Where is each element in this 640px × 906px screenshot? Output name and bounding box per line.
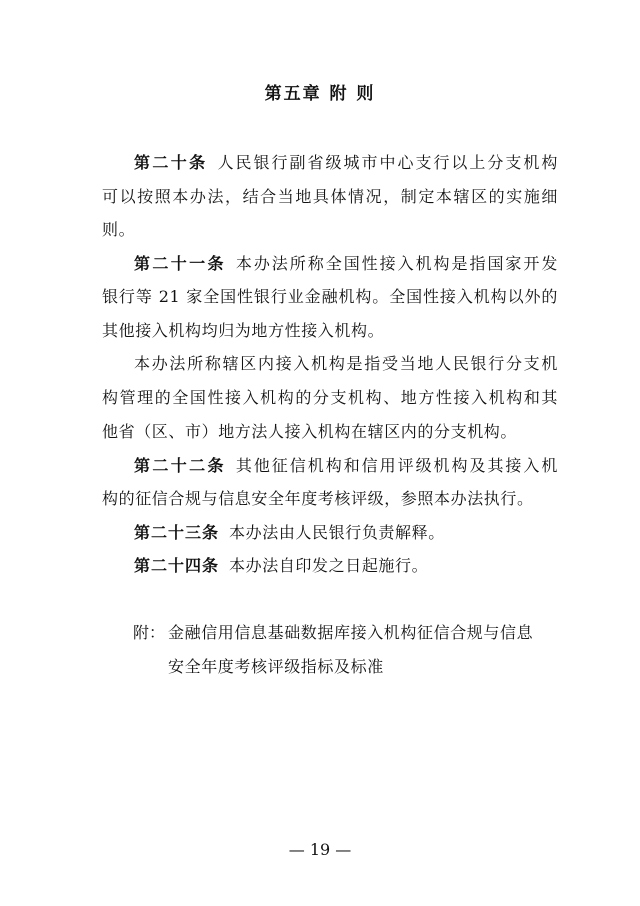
article-21-label: 第二十一条 [134, 254, 226, 273]
page-number: — 19 — [288, 840, 352, 859]
article-23-line-1: 第二十三条 本办法由人民银行负责解释。 [134, 523, 445, 542]
article-21-line-1: 第二十一条 本办法所称全国性接入机构是指国家开发 [134, 254, 558, 273]
definition-line-2: 构管理的全国性接入机构的分支机构、地方性接入机构和其 [102, 388, 558, 407]
article-20-line-1: 第二十条 人民银行副省级城市中心支行以上分支机构 [134, 153, 558, 172]
article-22-label: 第二十二条 [134, 456, 226, 475]
chapter-title: 第五章 附 则 [264, 84, 376, 104]
article-21-line-2: 银行等 21 家全国性银行业金融机构。全国性接入机构以外的 [102, 287, 558, 306]
annex-label: 附： [133, 623, 166, 642]
article-24-label: 第二十四条 [134, 556, 220, 575]
article-23-label: 第二十三条 [134, 523, 220, 542]
annex-title-line-1: 金融信用信息基础数据库接入机构征信合规与信息 [168, 623, 534, 642]
article-24-line-1: 第二十四条 本办法自印发之日起施行。 [134, 556, 429, 575]
annex-title-line-2: 安全年度考核评级指标及标准 [168, 657, 384, 676]
article-20-line-2: 可以按照本办法，结合当地具体情况，制定本辖区的实施细 [102, 187, 558, 206]
definition-line-1: 本办法所称辖区内接入机构是指受当地人民银行分支机 [134, 354, 558, 373]
article-22-line-1: 第二十二条 其他征信机构和信用评级机构及其接入机 [134, 456, 558, 475]
definition-line-3: 他省（区、市）地方法人接入机构在辖区内的分支机构。 [102, 422, 518, 441]
article-22-line-2: 构的征信合规与信息安全年度考核评级，参照本办法执行。 [102, 489, 534, 508]
article-21-line-3: 其他接入机构均归为地方性接入机构。 [102, 321, 385, 340]
article-20-label: 第二十条 [134, 153, 208, 172]
article-20-line-3: 则。 [102, 220, 136, 239]
